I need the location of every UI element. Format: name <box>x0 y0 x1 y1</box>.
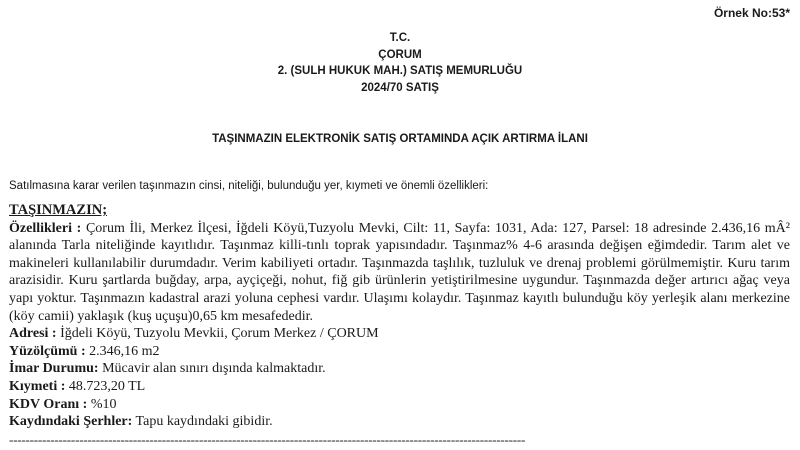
field-address-label: Adresi : <box>9 326 57 342</box>
divider-line: ----------------------------------------------------------------------------------------------------------------------------- <box>9 431 526 447</box>
field-zoning-label: İmar Durumu: <box>9 361 99 377</box>
field-area <box>9 343 790 361</box>
field-annotations <box>9 413 790 431</box>
header-line-office: 2. (SULH HUKUK MAH.) SATIŞ MEMURLUĞU <box>277 65 523 77</box>
field-zoning <box>9 360 790 378</box>
field-vat-value: %10 <box>90 396 117 412</box>
document-header <box>0 30 800 96</box>
property-details <box>9 202 790 448</box>
section-heading: TAŞINMAZIN; <box>9 202 108 218</box>
intro-text: Satılmasına karar verilen taşınmazın cinsi, niteliği, bulunduğu yer, kıymeti ve önemli özellikleri: <box>9 180 489 192</box>
header-line-case: 2024/70 SATIŞ <box>361 81 439 94</box>
field-value <box>9 378 790 396</box>
field-area-value: 2.346,16 m2 <box>89 343 160 359</box>
announcement-title: TAŞINMAZIN ELEKTRONİK SATIŞ ORTAMINDA AÇIK ARTIRMA İLANI <box>212 133 588 145</box>
header-line-city: ÇORUM <box>378 48 422 61</box>
field-vat <box>9 396 790 414</box>
field-value-label: Kıymeti : <box>9 378 66 394</box>
example-number: Örnek No:53* <box>713 6 790 20</box>
field-address-value: İğdeli Köyü, Tuzyolu Mevkii, Çorum Merkez / ÇORUM <box>60 326 379 342</box>
field-annotations-label: Kaydındaki Şerhler: <box>9 414 133 430</box>
field-features <box>9 220 790 326</box>
field-address <box>9 325 790 343</box>
field-vat-label: KDV Oranı : <box>9 396 88 412</box>
field-features-value: Çorum İli, Merkez İlçesi, İğdeli Köyü,Tuzyolu Mevki, Cilt: 11, Sayfa: 1031, Ada: 127, Parsel: 18 adresinde 2.436,16 mÂ² alanında Tarla niteliğinde kayıtlıdır. Taşınmaz killi-tınlı toprak yapısındadır. Taşınmaz% 4-6 arasında değişen eğimdedir. Tarım alet ve makineleri kullanılabilir durumdadır. Verim kabiliyeti ortadır. Taşınmazda taşlılık, tuzluluk ve drenaj problemi görülmemiştir. Kuru tarım arazisidir. Kuru şartlarda buğday, arpa, ayçiçeği, nohut, fiğ gib ürünlerin yetiştirilmesine uygundur. Taşınmazda değer artırıcı ağaç veya yapı yoktur. Taşınmazın kadastral arazi yoluna cephesi vardır. Ulaşımı kolaydır. Taşınmaz kayıtlı bulunduğu köy yerleşik alanı merkezine (köy camii) yaklaşık (kuş uçuşu)0,65 km mesafededir. <box>9 220 790 324</box>
field-annotations-value: Tapu kaydındaki gibidir. <box>135 414 273 430</box>
field-zoning-value: Mücavir alan sınırı dışında kalmaktadır. <box>102 361 326 377</box>
field-features-label: Özellikleri : <box>9 220 82 236</box>
field-area-label: Yüzölçümü : <box>9 343 86 359</box>
header-line-tc: T.C. <box>389 32 411 44</box>
field-value-value: 48.723,20 TL <box>68 378 146 394</box>
